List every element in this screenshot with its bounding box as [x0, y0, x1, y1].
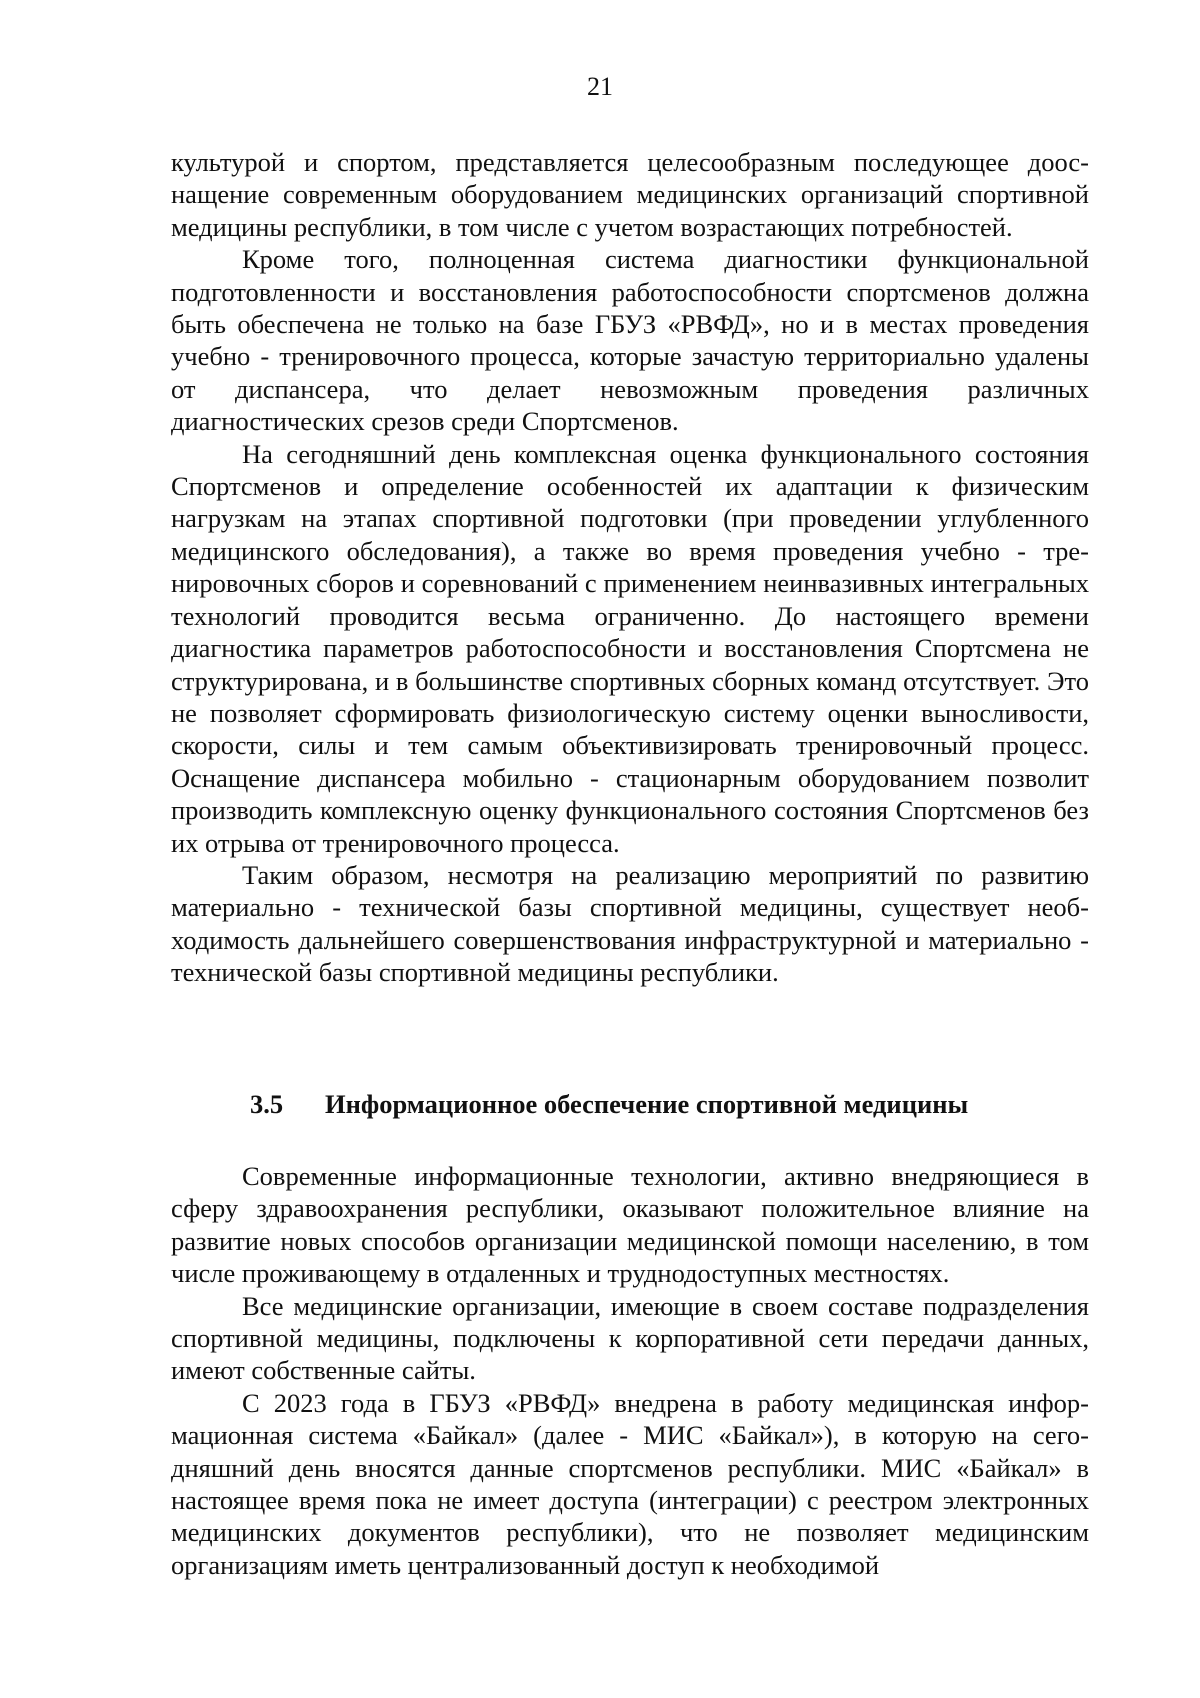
paragraph-functional-assessment: На сегодняшний день комплексная оценка функционального состояния Спортсменов и определение особенностей их адаптации к физическим нагрузкам на этапах спортивной подготовки (при проведении углубленного медицинского обследования), а также во время проведения учебно - тренировочных сборов и соревнований с применением неинвазивных интегральных технологий проводится весьма ограниченно. До настоящего времени диагностика параметров работоспособности и восстановления Спортсмена не структурирована, и в большинстве спортивных сборных команд отсутствует. Это не позволяет сформировать физиологическую систему оценки выносливости, скорости, силы и тем самым объективизировать тренировочный процесс. Оснащение диспансера мобильно - стационарным оборудованием позволит производить комплексную оценку функционального состояния Спортсменов без их отрыва от тренировочного процесса. — [171, 438, 1089, 858]
paragraph-mis-baikal: С 2023 года в ГБУЗ «РВФД» внедрена в работу медицинская информационная система «Байкал» (далее - МИС «Байкал»), в которую на сегодняшний день вносятся данные спортсменов республики. МИС «Байкал» в настоящее время пока не имеет доступа (интеграции) с реестром электронных медицинских документов республики), что не позволяет медицинским организациям иметь централизованный доступ к необходимой — [171, 1387, 1089, 1580]
paragraph-diagnostics-system: Кроме того, полноценная система диагностики функциональной подготовленности и восстановления работоспособности спортсменов должна быть обеспечена не только на базе ГБУЗ «РВФД», но и в местах проведения учебно - тренировочного процесса, которые зачастую территориально удалены от диспансера, что делает невозможным проведения различных диагностических срезов среди Спортсменов. — [171, 244, 1089, 437]
page-number: 21 — [587, 72, 613, 101]
section-title: Информационное обеспечение спортивной медицины — [325, 1089, 969, 1119]
body-text-bottom — [171, 1160, 1089, 1581]
paragraph-corporate-network: Все медицинские организации, имеющие в своем составе подразделения спортивной медицины, подключены к корпоративной сети передачи данных, имеют собственные сайты. — [171, 1290, 1089, 1386]
paragraph-conclusion: Таким образом, несмотря на реализацию мероприятий по развитию материально - технической базы спортивной медицины, существует необходимость дальнейшего совершенствования инфраструктурной и материально - технической базы спортивной медицины республики. — [171, 859, 1089, 988]
section-heading — [250, 1088, 1110, 1120]
body-text-top — [171, 146, 1089, 989]
section-number: 3.5 — [250, 1089, 284, 1119]
paragraph-continuation: культурой и спортом, представляется целесообразным последующее дооснащение современным оборудованием медицинских организаций спортивной медицины республики, в том числе с учетом возрастающих потребностей. — [171, 147, 1089, 242]
paragraph-information-technologies: Современные информационные технологии, активно внедряющиеся в сферу здравоохранения республики, оказывают положительное влияние на развитие новых способов организации медицинской помощи населению, в том числе проживающему в отдаленных и труднодоступных местностях. — [171, 1161, 1089, 1289]
